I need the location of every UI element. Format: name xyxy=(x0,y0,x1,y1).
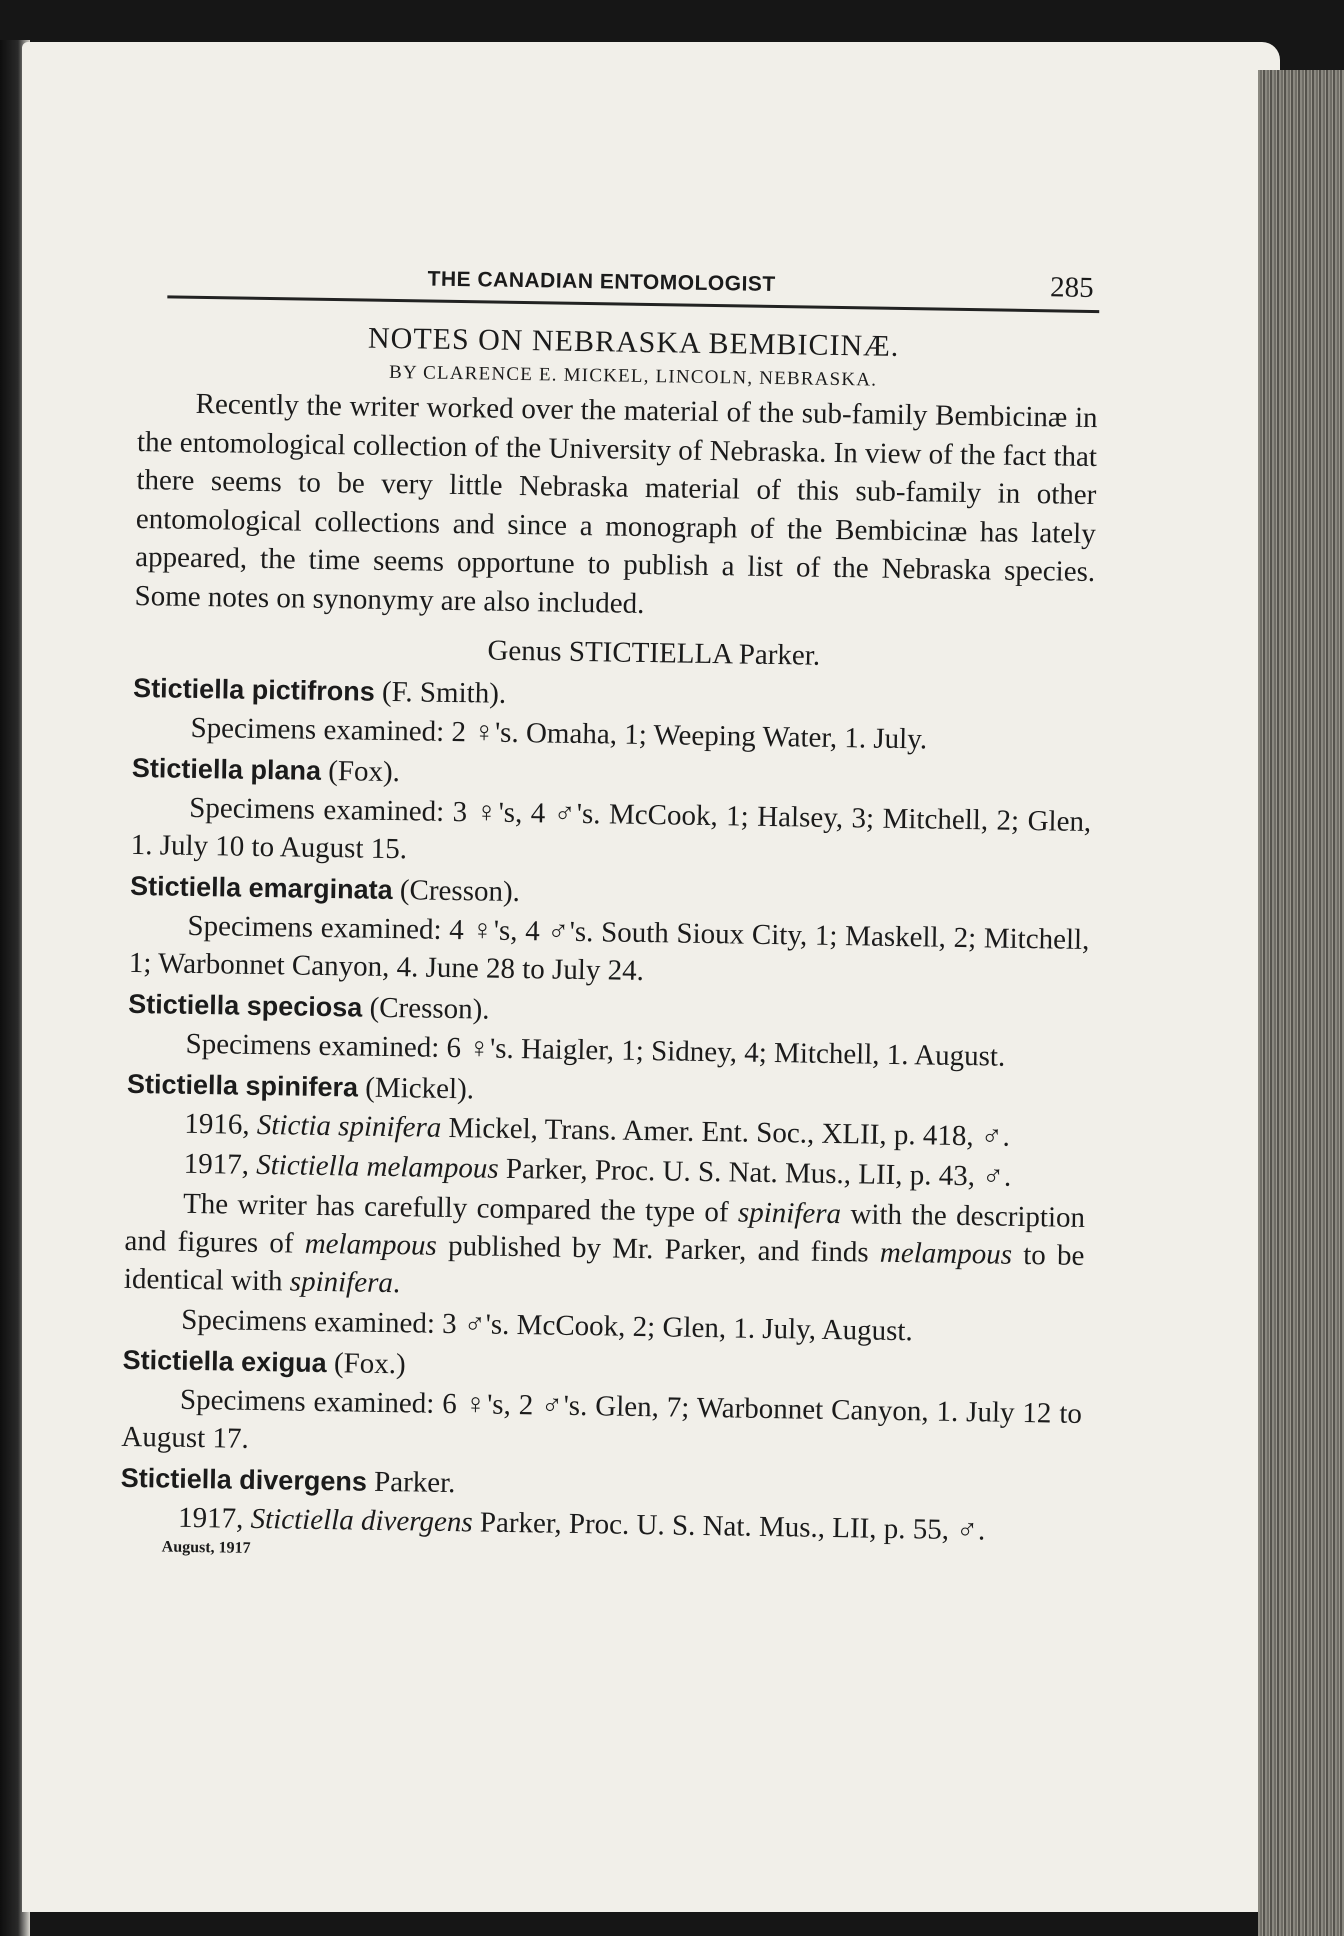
note-text: with the description and figures of xyxy=(124,1198,1086,1260)
journal-title: THE CANADIAN ENTOMOLOGIST xyxy=(427,267,776,296)
species-authority: (Fox). xyxy=(327,755,401,789)
reference-taxon: Stictiella divergens xyxy=(250,1502,473,1539)
specimens-examined: Specimens examined: 6 ♀'s, 2 ♂'s. Glen, 7; Warbonnet Canyon, 1. July 12 to August 17. xyxy=(121,1383,1083,1455)
article-title: NOTES ON NEBRASKA BEMBICINÆ. xyxy=(367,321,900,363)
specimens-examined: Specimens examined: 3 ♀'s, 4 ♂'s. McCook, 1; Halsey, 3; Mitchell, 2; Glen, 1. July 10 to August 15. xyxy=(130,791,1092,866)
note-text: to be identical with xyxy=(123,1238,1085,1298)
species-name: Stictiella speciosa xyxy=(127,988,363,1023)
intro-paragraph: Recently the writer worked over the material of the sub-family Bembicinæ in the entomological collection of the University of Nebraska. In view of the fact that there seems to be very little Nebraska material of this sub-family in other entomological collections and since a monograph of the Bembicinæ has lately appeared, the time seems opportune to publish a list of the Nebraska species. Some notes on synonymy are also included. xyxy=(134,387,1098,620)
species-authority: Parker. xyxy=(373,1465,456,1500)
species-authority: (Cresson). xyxy=(369,991,490,1026)
reference-citation: Parker, Proc. U. S. Nat. Mus., LII, p. 55, ♂. xyxy=(479,1506,986,1547)
species-name: Stictiella spinifera xyxy=(126,1068,359,1103)
species-name: Stictiella emarginata xyxy=(129,870,393,906)
species-name: Stictiella exigua xyxy=(122,1344,327,1379)
reference-year: 1916, xyxy=(184,1107,250,1141)
synonymy-note xyxy=(124,1184,1086,1313)
species-authority: (Fox.) xyxy=(333,1347,406,1381)
reference-citation: Mickel, Trans. Amer. Ent. Soc., XLII, p. 418, ♂. xyxy=(448,1111,1011,1153)
specimens-examined: Specimens examined: 3 ♂'s. McCook, 2; Glen, 1. July, August. xyxy=(181,1303,913,1348)
specimens-examined: Specimens examined: 6 ♀'s. Haigler, 1; Sidney, 4; Mitchell, 1. August. xyxy=(185,1027,1006,1073)
page-edges xyxy=(1258,70,1344,1936)
species-authority: (F. Smith). xyxy=(381,675,507,710)
species-name: Stictiella divergens xyxy=(120,1462,368,1497)
reference-taxon: Stictiella melampous xyxy=(255,1148,499,1185)
note-taxon: melampous xyxy=(304,1227,438,1262)
note-taxon: spinifera xyxy=(737,1196,842,1231)
reference-taxon: Stictia spinifera xyxy=(256,1108,442,1144)
issue-date-footer: August, 1917 xyxy=(161,1538,251,1557)
specimens-examined: Specimens examined: 2 ♀'s. Omaha, 1; Weeping Water, 1. July. xyxy=(190,711,928,756)
reference-citation: Parker, Proc. U. S. Nat. Mus., LII, p. 43, ♂. xyxy=(505,1152,1012,1193)
note-text: published by Mr. Parker, and finds xyxy=(447,1229,869,1269)
page-content xyxy=(120,255,1100,1571)
specimens-examined: Specimens examined: 4 ♀'s, 4 ♂'s. South Sioux City, 1; Maskell, 2; Mitchell, 1; Warbonnet Canyon, 4. June 28 to July 24. xyxy=(128,909,1090,988)
note-taxon: melampous xyxy=(879,1236,1013,1271)
note-text: . xyxy=(392,1267,401,1300)
species-name: Stictiella pictifrons xyxy=(132,672,375,707)
reference-year: 1917, xyxy=(177,1501,244,1535)
article-byline: BY CLARENCE E. MICKEL, LINCOLN, NEBRASKA. xyxy=(388,361,878,391)
note-text: The writer has carefully compared the type of xyxy=(182,1187,729,1229)
genus-heading: Genus STICTIELLA Parker. xyxy=(487,634,821,672)
page-number: 285 xyxy=(1049,271,1094,304)
species-authority: (Mickel). xyxy=(365,1071,475,1106)
species-authority: (Cresson). xyxy=(399,874,521,909)
reference-year: 1917, xyxy=(183,1147,250,1181)
note-taxon: spinifera xyxy=(289,1265,394,1300)
species-name: Stictiella plana xyxy=(131,752,322,786)
